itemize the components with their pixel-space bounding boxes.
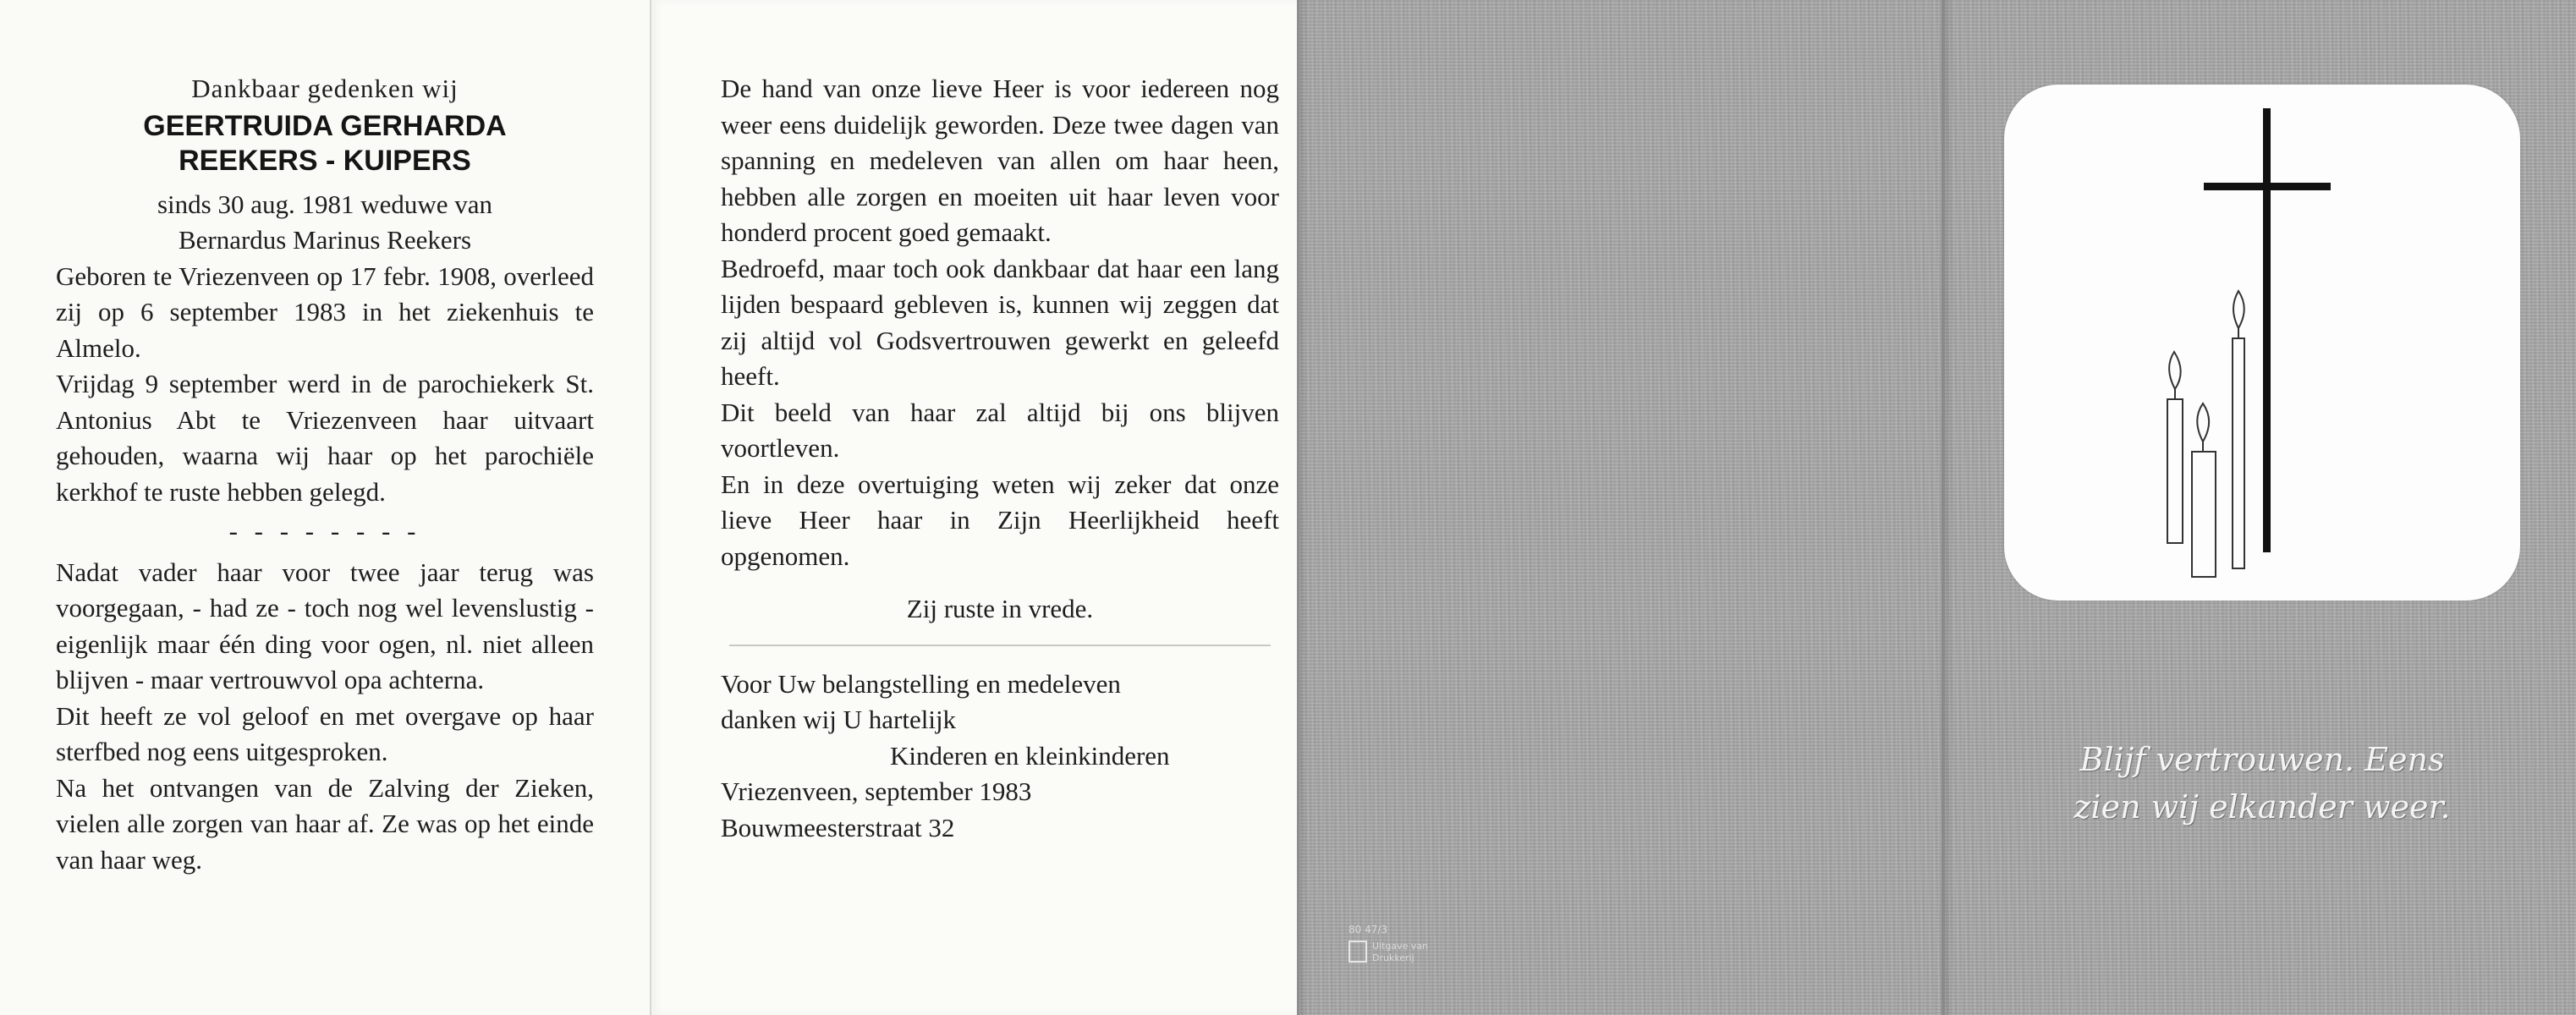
rest-in-peace: Zij ruste in vrede.: [906, 594, 1094, 623]
cross-vertical-bar: [2263, 108, 2271, 552]
spouse-name: Bernardus Marinus Reekers: [178, 225, 472, 255]
verse-line-1: Blijf vertrouwen. Eens: [2079, 741, 2445, 778]
memory-paragraph: Dit beeld van haar zal altijd bij ons blijven voortleven.: [721, 397, 1279, 463]
inner-right-text-block: [721, 71, 1279, 846]
deceased-name-line-1: GEERTRUIDA GERHARDA: [143, 109, 507, 142]
fold-shadow: [1945, 0, 1953, 1015]
divider-line: [729, 645, 1271, 646]
imprint-line-1: Uitgave van: [1372, 941, 1429, 952]
widow-line: sinds 30 aug. 1981 weduwe van: [157, 189, 493, 219]
thanks-line-1: Voor Uw belangstelling en medeleven: [721, 668, 1121, 699]
imprint-code: 80 47/3: [1348, 924, 1388, 935]
imprint-text: [1372, 941, 1428, 964]
front-cover: [1942, 0, 2576, 1015]
conviction-paragraph: En in deze overtuiging weten wij zeker dat onze lieve Heer haar in Zijn Heerlijkheid heeft opgenomen.: [721, 469, 1279, 571]
back-cover: [1297, 0, 1942, 1015]
funeral-paragraph: Vrijdag 9 september werd in de parochiekerk St. Antonius Abt te Vriezenveen haar uitvaart gehouden, waarna wij haar op het parochiële kerkhof te ruste hebben gelegd.: [56, 369, 594, 507]
illustration-card: [2004, 85, 2520, 601]
imprint-line-2: Drukkerij: [1372, 952, 1414, 963]
inner-left-text-block: [56, 71, 594, 878]
deceased-name-line-2: REEKERS - KUIPERS: [179, 144, 471, 177]
faith-paragraph: Dit heeft ze vol geloof en met overgave op haar sterfbed nog eens uitgesproken.: [56, 700, 594, 766]
sacrament-paragraph: Na het ontvangen van de Zalving der Zieken, vielen alle zorgen van haar af. Ze was op het einde van haar weg.: [56, 772, 594, 875]
section-separator: - - - - - - - -: [228, 516, 421, 546]
family-signature: Kinderen en kleinkinderen: [890, 740, 1170, 771]
fold-shadow: [1299, 0, 1308, 1015]
inner-right-page: [651, 0, 1297, 1015]
cover-verse: [1962, 736, 2562, 831]
cross-and-candles-illustration: [2004, 85, 2520, 601]
place-and-date: Vriezenveen, september 1983: [721, 776, 1032, 806]
publisher-logo-icon: [1348, 941, 1367, 963]
candle-left-icon: [2167, 352, 2183, 543]
remembrance-paragraph: Nadat vader haar voor twee jaar terug was voorgegaan, - had ze - toch nog wel levenslustig - eigenlijk maar één ding voor ogen, nl. niet alleen blijven - maar vertrouwvol opa achterna.: [56, 557, 594, 694]
gratitude-paragraph: Bedroefd, maar toch ook dankbaar dat haar een lang lijden bespaard gebleven is, kunnen wij zeggen dat zij altijd vol Godsvertrouwen gewerkt en geleefd heeft.: [721, 253, 1279, 391]
cross-horizontal-bar: [2204, 183, 2331, 190]
family-address: Bouwmeesterstraat 32: [721, 812, 955, 842]
verse-line-2: zien wij elkander weer.: [2073, 788, 2451, 826]
thanks-line-2: danken wij U hartelijk: [721, 705, 957, 734]
candle-middle-icon: [2192, 403, 2216, 577]
reflection-paragraph: De hand van onze lieve Heer is voor iedereen nog weer eens duidelijk geworden. Deze twee dagen van spanning en medeleven van allen om haar heen, hebben alle zorgen en moeiten uit haar leven voor honderd procent goed gemaakt.: [721, 74, 1279, 247]
birth-death-paragraph: Geboren te Vriezenveen op 17 febr. 1908, overleed zij op 6 september 1983 in het ziekenhuis te Almelo.: [56, 261, 594, 363]
candle-right-icon: [2233, 291, 2244, 568]
inner-left-page: [0, 0, 651, 1015]
heading: Dankbaar gedenken wij: [191, 74, 459, 103]
